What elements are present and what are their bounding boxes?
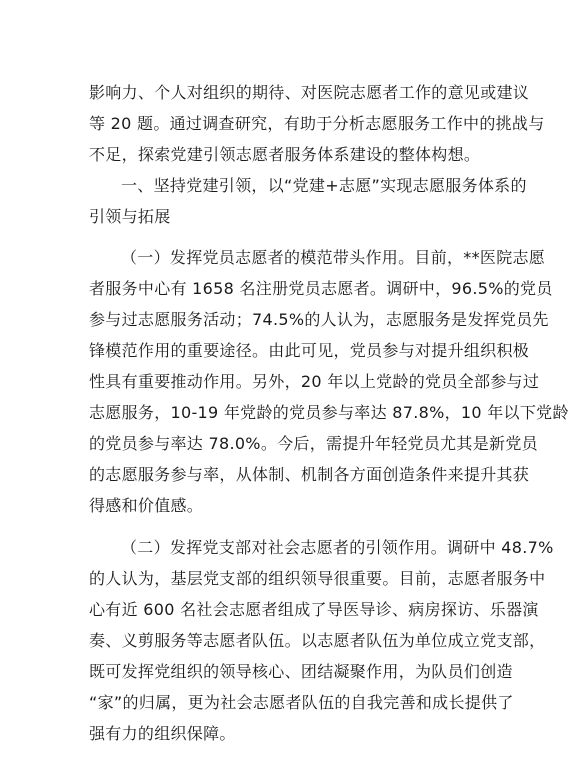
text-line: 的志愿服务参与率，从体制、机制各方面创造条件来提升其获 bbox=[89, 465, 530, 484]
text-line: 强有力的组织保障。 bbox=[89, 724, 236, 743]
text-line: 的人认为，基层党支部的组织领导很重要。目前，志愿者服务中 bbox=[89, 569, 546, 588]
section-heading-line: 引领与拓展 bbox=[89, 207, 171, 226]
text-line: 性具有重要推动作用。另外，20 年以上党龄的党员全部参与过 bbox=[89, 372, 540, 391]
text-line: 等 20 题。通过调查研究，有助于分析志愿服务工作中的挑战与 bbox=[89, 114, 545, 133]
text-line: 锋模范作用的重要途径。由此可见，党员参与对提升组织积极 bbox=[89, 341, 530, 360]
text-line: 志愿服务，10-19 年党龄的党员参与率达 87.8%，10 年以下党龄 bbox=[89, 403, 569, 422]
text-line: 的党员参与率达 78.0%。今后，需提升年轻党员尤其是新党员 bbox=[89, 434, 538, 453]
text-line: 得感和价值感。 bbox=[89, 496, 204, 515]
text-line: 不足，探索党建引领志愿者服务体系建设的整体构想。 bbox=[89, 145, 481, 164]
text-line: 心有近 600 名社会志愿者组成了导医导诊、病房探访、乐器演 bbox=[89, 600, 539, 619]
text-line: （二）发挥党支部对社会志愿者的引领作用。调研中 48.7% bbox=[121, 538, 554, 557]
text-line: “家”的归属，更为社会志愿者队伍的自我完善和成长提供了 bbox=[89, 693, 514, 712]
text-line: 奏、义剪服务等志愿者队伍。以志愿者队伍为单位成立党支部， bbox=[89, 631, 546, 650]
text-line: （一）发挥党员志愿者的模范带头作用。目前，**医院志愿 bbox=[121, 248, 546, 267]
text-line: 参与过志愿服务活动；74.5%的人认为，志愿服务是发挥党员先 bbox=[89, 310, 549, 329]
text-line: 者服务中心有 1658 名注册党员志愿者。调研中，96.5%的党员 bbox=[89, 279, 553, 298]
text-line: 既可发挥党组织的领导核心、团结凝聚作用，为队员们创造 bbox=[89, 662, 513, 681]
section-heading-line: 一、坚持党建引领，以“党建+志愿”实现志愿服务体系的 bbox=[121, 176, 527, 195]
text-line: 影响力、个人对组织的期待、对医院志愿者工作的意见或建议 bbox=[89, 83, 530, 102]
